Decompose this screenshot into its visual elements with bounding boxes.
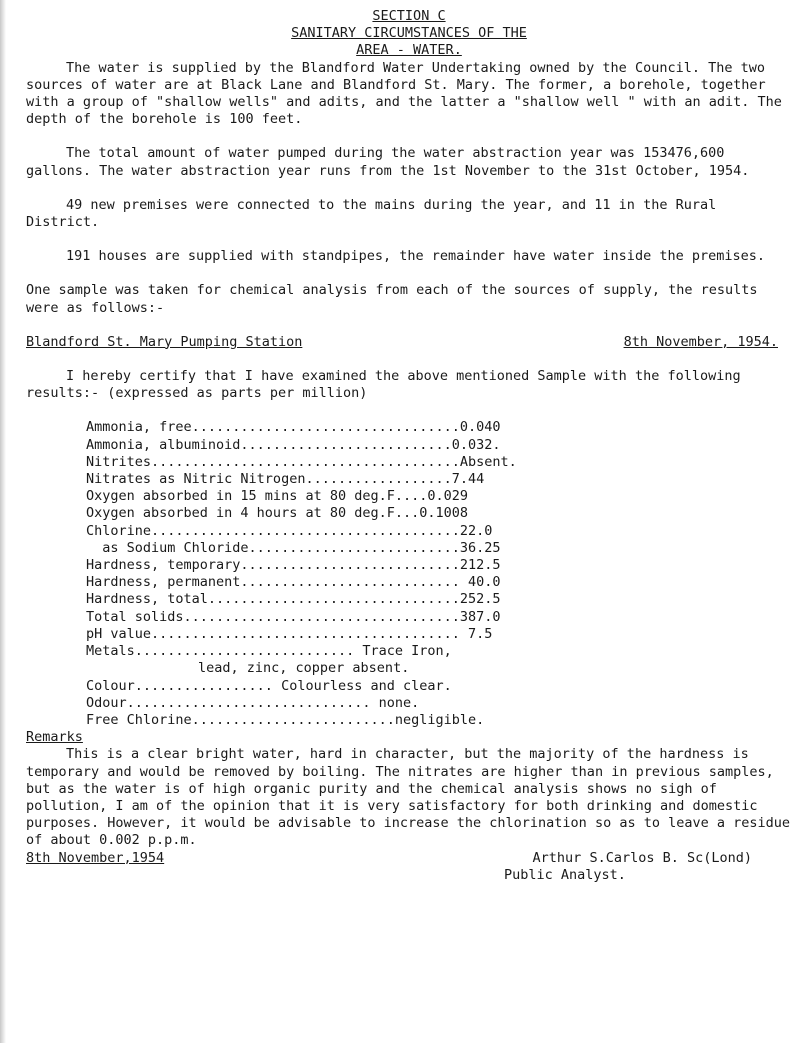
analysis-row: Oxygen absorbed in 15 mins at 80 deg.F....0.029 [86, 488, 469, 505]
analysis-row: Total solids..................................387.0 [86, 608, 501, 625]
paragraph-sample: One sample was taken for chemical analysis from each of the sources of supply, the results were as follows:- [26, 282, 758, 316]
title-line-2: AREA - WATER. [356, 42, 462, 59]
analysis-row: Hardness, permanent........................... 40.0 [86, 574, 501, 591]
analysis-row: Odour.............................. none. [86, 694, 420, 711]
analysis-row: pH value...................................... 7.5 [86, 625, 493, 642]
paragraph-standpipes: 191 houses are supplied with standpipes, the remainder have water inside the premises. [66, 248, 765, 265]
analysis-row: Hardness, total...............................252.5 [86, 591, 501, 608]
analysis-row: Nitrites......................................Absent. [86, 453, 517, 470]
remarks-section [26, 729, 792, 849]
station-name: Blandford St. Mary Pumping Station [26, 333, 303, 350]
remarks-text: This is a clear bright water, hard in character, but the majority of the hardness is temporary and would be removed by boiling. The nitrates are higher than in previous samples, but as the water is of high organic purity and the chemical analysis shows no sigh of pollution, I am of the opinion that it is very satisfactory for both drinking and domestic purposes. However, it would be advisable to increase the chlorination so as to leave a residue of about 0.002 p.p.m. [26, 746, 791, 849]
analysis-row: Ammonia, free.................................0.040 [86, 419, 501, 436]
paragraph-new-premises: 49 new premises were connected to the mains during the year, and 11 in the Rural District. [26, 196, 717, 231]
section-label: SECTION C [372, 8, 446, 24]
signature-date: 8th November,1954 [26, 849, 165, 866]
analysis-row: Hardness, temporary...........................212.5 [86, 557, 501, 574]
signature-name: Arthur S.Carlos B. Sc(Lond) [532, 849, 752, 866]
document-page [26, 8, 792, 884]
station-date: 8th November, 1954. [623, 333, 778, 350]
analysis-row: Metals........................... Trace Iron, [86, 643, 452, 660]
remarks-heading: Remarks [26, 729, 83, 746]
paragraph-sources: The water is supplied by the Blandford Water Undertaking owned by the Council. The two sources of water are at Black Lane and Blandford St. Mary. The former, a borehole, together with a group of "shallow wells" and adits, and the latter a "shallow well " with an adit. The depth of the borehole is 100 feet. [26, 59, 782, 128]
paragraph-total-amount: The total amount of water pumped during the water abstraction year was 153476,600 gallons. The water abstraction year runs from the 1st November to the 31st October, 1954. [26, 145, 750, 179]
analysis-row: Colour................. Colourless and clear. [86, 677, 452, 694]
analysis-row: as Sodium Chloride..........................36.25 [86, 539, 501, 556]
analysis-row: Free Chlorine.........................negligible. [86, 711, 485, 728]
analysis-row: Ammonia, albuminoid..........................0.032. [86, 436, 501, 453]
analysis-table [86, 419, 792, 729]
analysis-row-continued: lead, zinc, copper absent. [198, 660, 410, 677]
page-edge-shadow [0, 0, 6, 1043]
certify-statement: I hereby certify that I have examined the above mentioned Sample with the following results:- (expressed as parts per million) [26, 368, 741, 402]
title-line-1: SANITARY CIRCUMSTANCES OF THE [291, 25, 527, 42]
signature-block [26, 850, 792, 867]
analysis-row: Chlorine......................................22.0 [86, 522, 493, 539]
analysis-row: Nitrates as Nitric Nitrogen..................7.44 [86, 471, 485, 488]
analysis-row: Oxygen absorbed in 4 hours at 80 deg.F...0.1008 [86, 505, 469, 522]
signature-role: Public Analyst. [504, 866, 626, 883]
document-header [26, 8, 792, 60]
station-heading [26, 334, 792, 351]
